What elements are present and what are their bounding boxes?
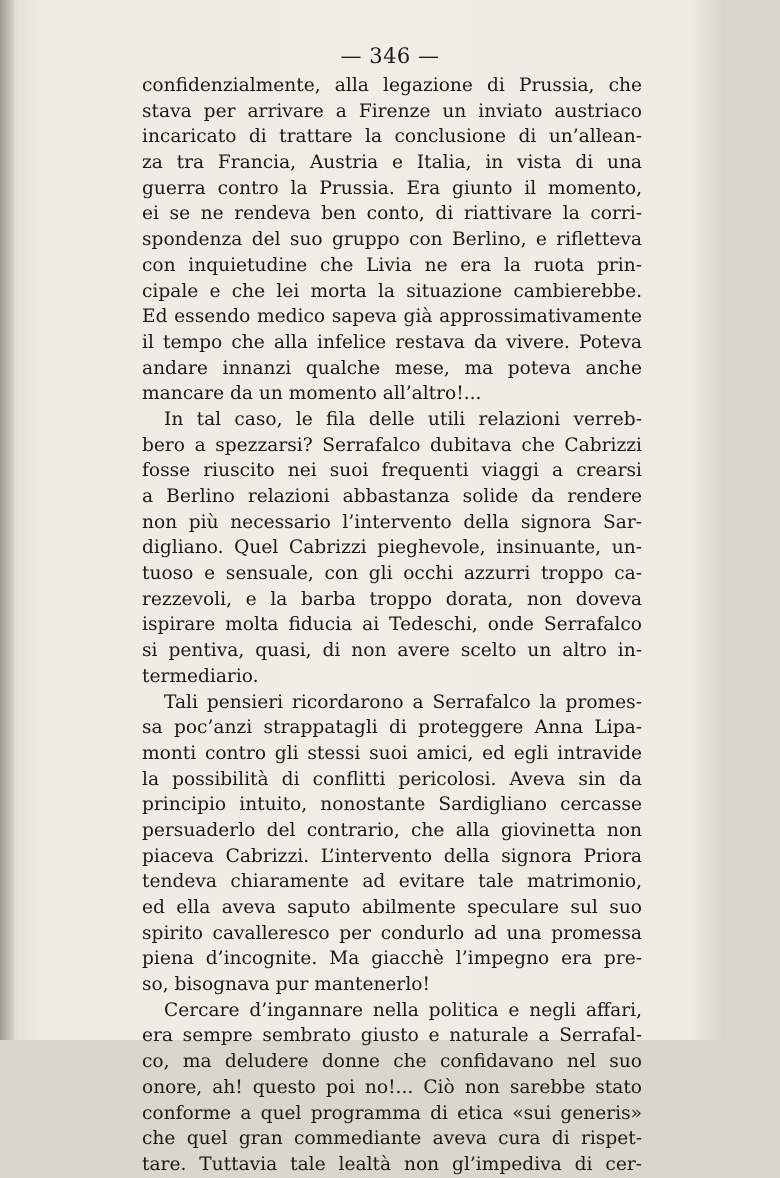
text-line: era sempre sembrato giusto e naturale a Serrafal- bbox=[142, 1025, 642, 1047]
text-line: non più necessario l’intervento della signora Sar- bbox=[142, 511, 642, 533]
text-line: il tempo che alla infelice restava da vivere. Poteva bbox=[142, 331, 642, 353]
binding-shadow bbox=[0, 0, 14, 1040]
text-line: principio intuito, nonostante Sardigliano cercasse bbox=[142, 794, 642, 816]
text-line: persuaderlo del contrario, che alla giovinetta non bbox=[142, 819, 642, 841]
text-line: za tra Francia, Austria e Italia, in vista di una bbox=[142, 152, 642, 174]
text-line: con inquietudine che Livia ne era la ruota prin- bbox=[142, 254, 642, 276]
text-line: a Berlino relazioni abbastanza solide da rendere bbox=[142, 486, 642, 507]
text-line: bero a spezzarsi? Serrafalco dubitava che Cabrizzi bbox=[142, 434, 642, 456]
text-line: piena d’incognite. Ma giacchè l’impegno era pre- bbox=[142, 948, 642, 970]
text-line: cipale e che lei morta la situazione cambierebbe. bbox=[142, 280, 642, 302]
body-text bbox=[142, 73, 642, 1178]
text-line: fosse riuscito nei suoi frequenti viaggi a crearsi bbox=[142, 460, 642, 482]
text-line: stava per arrivare a Firenze un inviato austriaco bbox=[142, 100, 642, 122]
text-line: incaricato di trattare la conclusione di un’allean- bbox=[142, 126, 642, 148]
text-line: digliano. Quel Cabrizzi pieghevole, insinuante, un- bbox=[142, 537, 642, 559]
text-line: tendeva chiaramente ad evitare tale matrimonio, bbox=[142, 871, 642, 893]
text-line: guerra contro la Prussia. Era giunto il momento, bbox=[142, 177, 642, 199]
text-line: confidenzialmente, alla legazione di Prussia, che bbox=[142, 75, 642, 96]
text-line: che quel gran commediante aveva cura di rispet- bbox=[142, 1128, 642, 1150]
text-line: so, bisognava pur mantenerlo! bbox=[142, 974, 430, 996]
text-line: onore, ah! questo poi no!... Ciò non sarebbe stato bbox=[142, 1076, 642, 1098]
text-line: andare innanzi qualche mese, ma poteva anche bbox=[142, 357, 642, 379]
text-line: tuoso e sensuale, con gli occhi azzurri troppo ca- bbox=[142, 563, 642, 585]
text-line: si pentiva, quasi, di non avere scelto un altro in- bbox=[142, 640, 642, 662]
text-line: sa poc’anzi strappatagli di proteggere Anna Lipa- bbox=[142, 717, 642, 739]
text-line: termediario. bbox=[142, 665, 259, 687]
text-line: rezzevoli, e la barba troppo dorata, non doveva bbox=[142, 588, 642, 610]
text-line: Cercare d’ingannare nella politica e negli affari, bbox=[164, 999, 642, 1021]
text-line: piaceva Cabrizzi. L’intervento della signora Priora bbox=[142, 845, 642, 867]
text-line: mancare da un momento all’altro!... bbox=[142, 383, 482, 405]
text-line: In tal caso, le fila delle utili relazioni verreb- bbox=[164, 408, 642, 430]
text-line: ed ella aveva saputo abilmente speculare sul suo bbox=[142, 897, 642, 918]
text-line: co, ma deludere donne che confidavano nel suo bbox=[142, 1051, 642, 1073]
text-line: conforme a quel programma di etica «sui generis» bbox=[142, 1102, 642, 1124]
text-line: Ed essendo medico sapeva già approssimativamente bbox=[142, 306, 642, 328]
page-number: — 346 — bbox=[340, 44, 440, 68]
text-line: tare. Tuttavia tale lealtà non gl’impediva di cer- bbox=[142, 1153, 642, 1175]
text-line: Tali pensieri ricordarono a Serrafalco la promes- bbox=[164, 691, 642, 713]
text-line: la possibilità di conflitti pericolosi. Aveva sin da bbox=[142, 768, 642, 790]
text-line: spondenza del suo gruppo con Berlino, e rifletteva bbox=[142, 229, 642, 251]
text-line: spirito cavalleresco per condurlo ad una promessa bbox=[142, 922, 642, 944]
text-line: ispirare molta fiducia ai Tedeschi, onde Serrafalco bbox=[142, 614, 642, 636]
text-line: monti contro gli stessi suoi amici, ed egli intravide bbox=[142, 742, 642, 764]
text-line: ei se ne rendeva ben conto, di riattivare la corri- bbox=[142, 203, 642, 225]
